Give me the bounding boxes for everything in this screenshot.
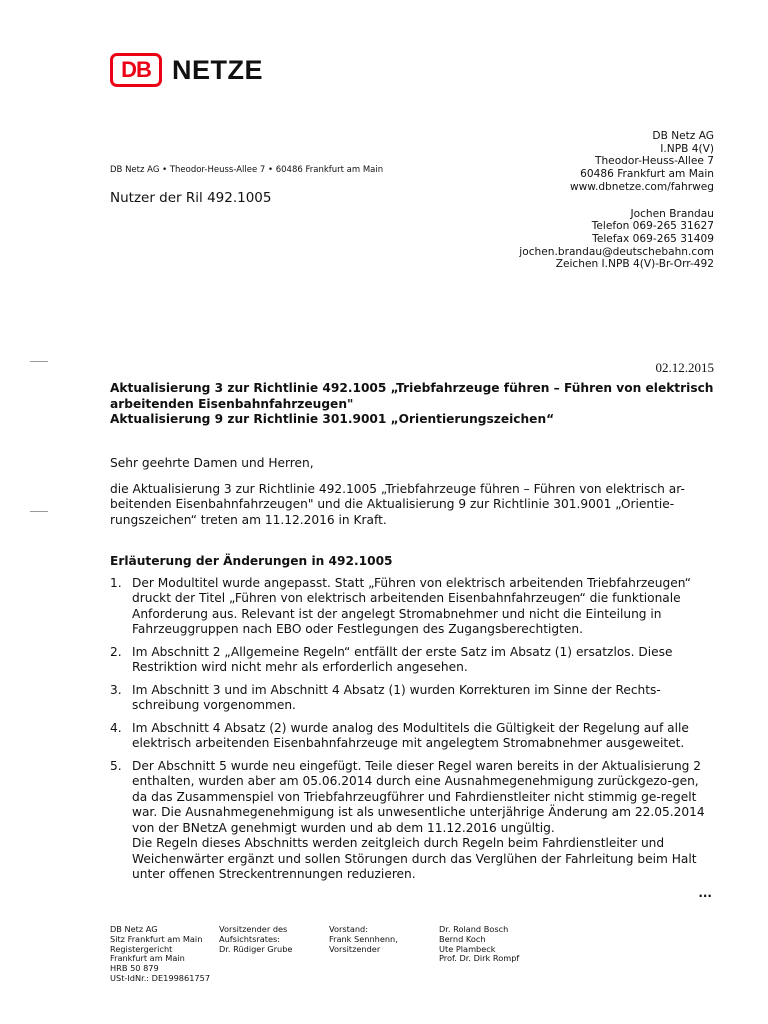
contact-fax: Telefax 069-265 31409 — [592, 232, 714, 245]
footer-line: Bernd Koch — [439, 933, 486, 944]
netze-wordmark: NETZE — [172, 54, 264, 85]
subject — [110, 381, 720, 428]
item-text-container — [132, 759, 714, 883]
recipient: Nutzer der Ril 492.1005 — [110, 190, 272, 206]
footer-line: Prof. Dr. Dirk Rompf — [439, 953, 520, 964]
fold-mark — [30, 511, 48, 512]
continuation-mark: ... — [698, 886, 712, 900]
footer-line: Aufsichtsrates: — [219, 933, 281, 944]
fold-mark — [30, 361, 48, 362]
footer-line: Frankfurt am Main — [110, 953, 185, 964]
list-item — [110, 683, 714, 714]
item-text: Der Abschnitt 5 wurde neu eingefügt. Teile dieser Regel waren bereits in der Aktualisierung 2 enthalten, wurden aber am 05.06.2014 durch eine Ausnahmegenehmigung zurückgezo-gen, da das Zusammenspiel von Triebfahrzeugführer und Fahrdienstleiter nicht stimmig ge-regelt war. Die Ausnahmegenehmigung ist als unwesentliche unterjährige Änderung am 22.05.2014 von der BNetzA genehmigt wurden und ab dem 11.12.2016 ungültig. — [132, 758, 705, 835]
list-item — [110, 645, 714, 676]
footer-line: Vorstand: — [329, 924, 368, 934]
footer-line: HRB 50 879 — [110, 963, 159, 974]
company-line: DB Netz AG — [652, 130, 714, 142]
footer-board-members — [439, 925, 519, 984]
item-number: 4. — [110, 720, 122, 735]
db-logo-mark: DB — [110, 53, 162, 87]
footer-line: Ute Plambeck — [439, 943, 496, 954]
footer-line: USt-IdNr.: DE199861757 — [110, 972, 211, 983]
subject-line: arbeitenden Eisenbahnfahrzeugen" — [110, 396, 354, 411]
subject-line: Aktualisierung 9 zur Richtlinie 301.9001 „Orientierungszeichen“ — [110, 412, 555, 426]
item-text: Im Abschnitt 4 Absatz (2) wurde analog des Modultitels die Gültigkeit der Regelung auf alle elektrisch arbeitenden Eisenbahnfahrzeuge mit angelegtem Stromabnehmer ausgeweitet. — [132, 720, 689, 750]
item-number: 2. — [110, 644, 122, 659]
item-number: 1. — [110, 575, 122, 590]
letter-body — [110, 456, 714, 890]
list-item — [110, 759, 714, 883]
item-text: Der Modultitel wurde angepasst. Statt „Führen von elektrisch arbeitenden Triebfahrzeugen“ druckt der Titel „Führen von elektrisch arbeitenden Eisenbahnfahrzeugen“ die funktionale Anforderung aus. Relevant ist der angelegt Stromabnehmer und nicht die Einteilung in Fahrzeuggruppen nach EBO oder Festlegungen des Zugangsberechtigten. — [132, 575, 691, 636]
footer-line: Dr. Rüdiger Grube — [219, 943, 293, 954]
footer-line: DB Netz AG — [110, 924, 158, 934]
intro-paragraph: die Aktualisierung 3 zur Richtlinie 492.1005 „Triebfahrzeuge führen – Führen von elektrisch ar-beitenden Eisenbahnfahrzeugen" und die Aktualisierung 9 zur Richtlinie 301.9001 „Orientie-rungszeichen“ treten am 11.12.2016 in Kraft. — [110, 481, 685, 527]
greeting: Sehr geehrte Damen und Herren, — [110, 456, 314, 470]
company-website: www.dbnetze.com/fahrweg — [569, 180, 714, 193]
item-text-extra: Die Regeln dieses Abschnitts werden zeitgleich durch Regeln beim Fahrdienstleiter und Weichenwärter ergänzt und sollen Störungen durch das Verglühen der Fahrleitung beim Halt unter offenen Streckentrennungen reduzieren. — [132, 836, 697, 881]
list-item — [110, 576, 714, 638]
footer-line: Registergericht — [110, 943, 173, 954]
company-line: I.NPB 4(V) — [660, 142, 714, 155]
contact-name: Jochen Brandau — [630, 207, 714, 220]
reference-sign: Zeichen I.NPB 4(V)-Br-Orr-492 — [555, 258, 714, 271]
list-item — [110, 721, 714, 752]
footer-line: Frank Sennhenn, — [329, 933, 398, 944]
contact-phone: Telefon 069-265 31627 — [591, 220, 714, 233]
sender-line: DB Netz AG • Theodor-Heuss-Allee 7 • 60486 Frankfurt am Main — [110, 165, 384, 175]
item-text: Im Abschnitt 3 und im Abschnitt 4 Absatz (1) wurden Korrekturen im Sinne der Rechts-schreibung vorgenommen. — [132, 682, 661, 712]
footer-line: Vorsitzender des — [219, 924, 288, 934]
company-line: Theodor-Heuss-Allee 7 — [595, 155, 714, 168]
address-block — [519, 130, 714, 271]
changes-list — [110, 576, 714, 883]
subject-line: Aktualisierung 3 zur Richtlinie 492.1005 „Triebfahrzeuge führen – Führen von elektrisch — [110, 381, 714, 395]
footer-line: Dr. Roland Bosch — [439, 924, 509, 934]
footer-line: Sitz Frankfurt am Main — [110, 933, 203, 944]
letter-date: 02.12.2015 — [655, 360, 714, 375]
item-text: Im Abschnitt 2 „Allgemeine Regeln“ entfällt der erste Satz im Absatz (1) ersatzlos. Diese Restriktion wird nicht mehr als erforderlich angesehen. — [132, 644, 673, 674]
footer-line: Vorsitzender — [329, 943, 381, 954]
footer-supervisory-board — [219, 925, 329, 984]
item-number: 5. — [110, 758, 122, 773]
db-netze-logo — [110, 53, 263, 87]
section-title: Erläuterung der Änderungen in 492.1005 — [110, 554, 393, 568]
footer-board — [329, 925, 439, 984]
contact-email: jochen.brandau@deutschebahn.com — [519, 245, 714, 258]
footer — [110, 925, 519, 984]
footer-company — [110, 925, 219, 984]
company-line: 60486 Frankfurt am Main — [580, 168, 714, 181]
item-number: 3. — [110, 682, 122, 697]
